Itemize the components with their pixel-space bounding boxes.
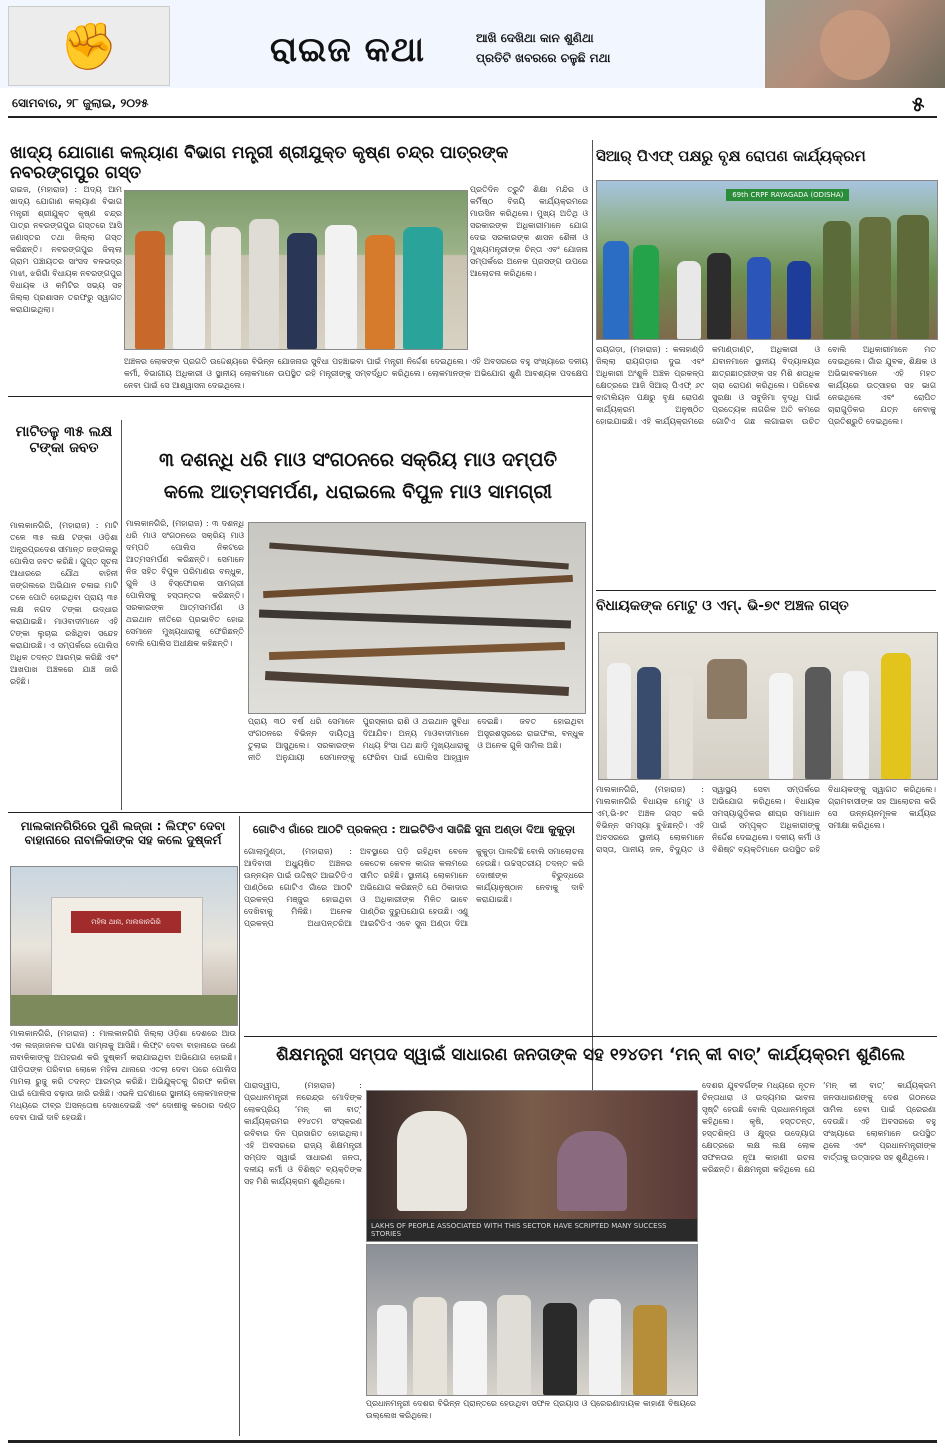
- disgrace-body: ମାଲକାନଗିରି, (ମହାରାଜ) : ମାଲକାନଗିରି ଜିଲ୍ଲା ଓଡ଼ିଶା ଦେଶରେ ଆଉ ଏକ ଲଜ୍ଜାଜନକ ଘଟଣା ସାମ୍ନାକୁ ଆସିଛି। ଲିଫ୍ଟ ଦେବା ବାହାନାରେ ଜଣେ ନାବାଳିକାଙ୍କୁ ଅପହରଣ କରି ଦୁଷ୍କର୍ମ କରାଯାଇଥିବା ଅଭିଯୋଗ ହୋଇଛି। ପୀଡ଼ିତାଙ୍କ ପରିବାର ଲୋକେ ମହିଳା ଥାନାରେ ଏତଲା ଦେବା ପରେ ପୋଲିସ ମାମଲା ରୁଜୁ କରି ତଦନ୍ତ ଆରମ୍ଭ କରିଛି। ଅଭିଯୁକ୍ତକୁ ଗିରଫ କରିବା ପାଇଁ ପୋଲିସ ଚଢ଼ାଉ ଜାରି ରଖିଛି। ଏଭଳି ଘଟଣାରେ ସ୍ଥାନୀୟ ଲୋକମାନଙ୍କ ମଧ୍ୟରେ ତୀବ୍ର ଅସନ୍ତୋଷ ଦେଖାଦେଇଛି ଏବଂ ଦୋଷୀକୁ କଠୋର ଦଣ୍ଡ ଦେବା ପାଇଁ ଦାବି ହେଉଛି।: [10, 1029, 236, 1122]
- mla-tour-headline: ବିଧାୟକଙ୍କ ମୋଟୁ ଓ ଏମ୍. ଭି-୭୯ ଅଞ୍ଚଳ ଗସ୍ତ: [596, 598, 849, 614]
- kukri-body: ଗୋଲାମୁଣ୍ଡା, (ମହାରାଜ) : ଆଦିବାସୀ ଅଧ୍ୟୁଷିତ ଅଞ୍ଚଳର ଉନ୍ନୟନ ପାଇଁ ଉଦ୍ଦିଷ୍ଟ ଆଇଟିଡିଏ ପାଣ୍ଠିରେ ଗୋଟିଏ ଗାଁରେ ଆଠଟି ପ୍ରକଳ୍ପ ମଞ୍ଜୁର ହୋଇଥିବା ଦେଖିବାକୁ ମିଳିଛି। ଅନେକ ପ୍ରକଳ୍ପ ଅଧାପନ୍ତରିଆ ଅବସ୍ଥାରେ ପଡ଼ି ରହିଥିବା ବେଳେ କେତେକ କେବଳ କାଗଜ କଲମରେ ସୀମିତ ରହିଛି। ସ୍ଥାନୀୟ ଲୋକମାନେ ଅଭିଯୋଗ କରିଛନ୍ତି ଯେ ଠିକାଦାର ଓ ଅଧିକାରୀଙ୍କ ମିଳିତ ଭାବେ ପାଣ୍ଠିର ଦୁରୁପଯୋଗ ହେଉଛି। ଏଣୁ ଆଇଟିଡିଏ ଏବେ ସୁନା ଅଣ୍ଡା ଦିଆ କୁକୁଡ଼ା ପାଲଟିଛି ବୋଲି ସମାଲୋଚନା ହେଉଛି। ଉଚ୍ଚସ୍ତରୀୟ ତଦନ୍ତ କରି ଦୋଷୀଙ୍କ ବିରୁଦ୍ଧରେ କାର୍ଯ୍ୟାନୁଷ୍ଠାନ ନେବାକୁ ଦାବି କରାଯାଇଛି।: [244, 847, 584, 928]
- child-face-image: [820, 10, 890, 80]
- mann-ki-baat-headline: ଶିକ୍ଷମନ୍ତ୍ରୀ ସମ୍ପଦ ସ୍ୱାଇଁ ସାଧାରଣ ଜନତାଙ୍କ ସହ ୧୨୪ତମ ‘ମନ୍ କୀ ବାତ୍’ କାର୍ଯ୍ୟକ୍ରମ ଶୁଣିଲେ: [276, 1045, 905, 1065]
- crpf-plantation-photo: [596, 180, 938, 340]
- seizure-body: ମାଲକାନଗିରି, (ମହାରାଜ) : ମାଟି ତଳେ ୩୫ ଲକ୍ଷ ଟଙ୍କା ଓଡ଼ିଶା ଅନ୍ଧ୍ରପ୍ରଦେଶ ସୀମାନ୍ତ ଜଙ୍ଗଲରୁ ପୋଲିସ ଜବତ କରିଛି। ଗୁପ୍ତ ସୂଚନା ଆଧାରରେ ଯୌଥ ବାହିନୀ ଜଙ୍ଗଲରେ ଅଭିଯାନ ଚଳାଇ ମାଟି ତଳେ ପୋତି ହୋଇଥିବା ପ୍ରାୟ ୩୫ ଲକ୍ଷ ନଗଦ ଟଙ୍କା ଉଦ୍ଧାର କରାଯାଇଛି। ମାଓବାଦୀମାନେ ଏହି ଟଙ୍କା ଲୁଚାଇ ରଖିଥିବା ସନ୍ଦେହ କରାଯାଉଛି। ଏ ସମ୍ପର୍କରେ ପୋଲିସ ଅଧିକ ତଦନ୍ତ ଆରମ୍ଭ କରିଛି ଏବଂ ଆଖପାଖ ଅଞ୍ଚଳରେ ଯାଞ୍ଚ ଜାରି ରହିଛି।: [10, 521, 118, 686]
- seizure-headline: ମାଟିତଳୁ ୩୫ ଲକ୍ଷ ଟଙ୍କା ଜବତ: [15, 424, 113, 457]
- tv-broadcast-photo: [366, 1090, 698, 1242]
- top-divider: [8, 116, 937, 118]
- kukri-headline: ଗୋଟିଏ ଗାଁରେ ଆଠଟି ପ୍ରକଳ୍ପ : ଆଇଟିଡିଏ ସାଜିଛି ସୁନା ଅଣ୍ଡା ଦିଆ କୁକୁଡ଼ା: [252, 823, 576, 836]
- seized-weapons-photo: [248, 522, 586, 714]
- maoist-headline-line-1: ୩ ଦଶନ୍ଧି ଧରି ମାଓ ସଂଗଠନରେ ସକ୍ରିୟ ମାଓ ଦମ୍ପତି: [158, 449, 558, 471]
- police-station-sign: ମହିଳା ଥାନା, ମାଲକାନଗିରି: [71, 911, 181, 933]
- column-divider: [592, 140, 593, 1145]
- seizure-column-divider: [121, 420, 122, 810]
- minister-visit-body-bottom: ଅଞ୍ଚଳର ଲୋକଙ୍କ ପ୍ରଗତି ଉଦ୍ଦେଶ୍ୟରେ ବିଭିନ୍ନ ଯୋଜନାର ସୁବିଧା ପହଞ୍ଚାଇବା ପାଇଁ ମନ୍ତ୍ରୀ ନିର୍ଦ୍ଦେଶ ଦେଇଥିଲେ। ଏହି ଅବସରରେ ବହୁ ସଂଖ୍ୟାରେ ଦଳୀୟ କର୍ମୀ, ବିଭାଗୀୟ ଅଧିକାରୀ ଓ ସ୍ଥାନୀୟ ଲୋକମାନେ ଉପସ୍ଥିତ ରହି ମନ୍ତ୍ରୀଙ୍କୁ ସମ୍ବର୍ଦ୍ଧିତ କରିଥିଲେ। ଲୋକମାନଙ୍କ ଅଭିଯୋଗ ଶୁଣି ଆବଶ୍ୟକ ପଦକ୍ଷେପ ନେବା ପାଇଁ ସେ ଆଶ୍ୱାସନା ଦେଇଥିଲେ।: [124, 357, 588, 390]
- mla-tour-body: ମାଲକାନଗିରି, (ମହାରାଜ) : ମାଲକାନଗିରି ବିଧାୟକ ମୋଟୁ ଓ ଏମ୍.ଭି-୭୯ ଅଞ୍ଚଳ ଗସ୍ତ କରି ବିଭିନ୍ନ ସମସ୍ୟା ବୁଝିଛନ୍ତି। ଏହି ଅବସରରେ ସ୍ଥାନୀୟ ଲୋକମାନେ ରାସ୍ତା, ପାନୀୟ ଜଳ, ବିଦ୍ୟୁତ ଓ ସ୍ୱାସ୍ଥ୍ୟ ସେବା ସମ୍ପର୍କରେ ଅଭିଯୋଗ କରିଥିଲେ। ବିଧାୟକ ସମସ୍ୟାଗୁଡ଼ିକର ଶୀଘ୍ର ସମାଧାନ ପାଇଁ ସମ୍ପୃକ୍ତ ଅଧିକାରୀଙ୍କୁ ନିର୍ଦ୍ଦେଶ ଦେଇଥିଲେ। ଦଳୀୟ କର୍ମୀ ଓ ବିଶିଷ୍ଟ ବ୍ୟକ୍ତିମାନେ ଉପସ୍ଥିତ ରହି ବିଧାୟକଙ୍କୁ ସ୍ୱାଗତ କରିଥିଲେ। ଗ୍ରାମବାସୀଙ୍କ ସହ ଆଲୋଚନା କରି ସେ ଉନ୍ନୟନମୂଳକ କାର୍ଯ୍ୟର ସମୀକ୍ଷା କରିଥିଲେ।: [596, 785, 936, 854]
- minister-visit-body-right: ପ୍ରତିଦିନ ତ୍ରୁଟି ଶିକ୍ଷା ମନ୍ଦିର ଓ କର୍ମିଷ୍ଠ ବିଜୟି କାର୍ଯ୍ୟକ୍ରମରେ ମାଉସିନ କରିଥିଲେ। ମୁଖ୍ୟ ଅତିଥି ଓ ସରକାରଙ୍କ ଅଧିକାରୀମାନେ ଯୋଗ ଦେଇ ସରକାରଙ୍କ ଶାସନ ଶୈଳୀ ଓ ମୁଖ୍ୟମନ୍ତ୍ରୀଙ୍କ ଚିନ୍ତା ଏବଂ ଯୋଜନା ସମ୍ପର୍କରେ ଅନେକ ପ୍ରସଙ୍ଗ ଉପରେ ଆଲୋଚନା କରିଥିଲେ।: [470, 185, 588, 278]
- crpf-plantation-headline: ସିଆର୍ ପିଏଫ୍ ପକ୍ଷରୁ ବୃକ୍ଷ ରୋପଣ କାର୍ଯ୍ୟକ୍ରମ: [596, 147, 866, 165]
- tagline: [476, 28, 610, 68]
- minister-visit-body-left: ରାଇଜ, (ମହାରାଜ) : ଅଦ୍ୟ ଆମ ଖାଦ୍ୟ ଯୋଗାଣ କଲ୍ୟାଣ ବିଭାଗ ମନ୍ତ୍ରୀ ଶ୍ରୀଯୁକ୍ତ କୃଷ୍ଣ ଚନ୍ଦ୍ର ପାତ୍ର ନବରଙ୍ଗପୁର ଗସ୍ତରେ ଆସି ଜଣାସ୍ତର ତଥା ଜିଲ୍ଲା ଗସ୍ତ କରିଛନ୍ତି। ନବରଙ୍ଗପୁର ଜିଲ୍ଲା ଗ୍ରାମ ପଞ୍ଚାୟତର ସାଂସଦ ବଳଭଦ୍ର ମାଝୀ, ଝରିଗାଁ ବିଧାୟକ ନବରଙ୍ଗପୁର ବିଧାୟକ ଓ କମିଟିର ସଭ୍ୟ ସହ ଜିଲ୍ଲା ପ୍ରଶାସନ ତରଫରୁ ସ୍ୱାଗତ କରାଯାଇଥିଲା।: [10, 185, 122, 314]
- minister-visit-photo: [124, 190, 468, 350]
- maoist-body-side: ମାଲକାନଗିରି, (ମହାରାଜ) : ୩ ଦଶନ୍ଧି ଧରି ମାଓ ସଂଗଠନରେ ସକ୍ରିୟ ମାଓ ଦମ୍ପତି ପୋଲିସ ନିକଟରେ ଆତ୍ମସମର୍ପଣ କରିଛନ୍ତି। ସେମାନେ ନିଜ ସହିତ ବିପୁଳ ପରିମାଣର ବନ୍ଧୁକ, ଗୁଳି ଓ ବିସ୍ଫୋରକ ସାମଗ୍ରୀ ପୋଲିସକୁ ହସ୍ତାନ୍ତର କରିଛନ୍ତି। ସରକାରଙ୍କ ଆତ୍ମସମର୍ପଣ ଓ ଥଇଥାନ ନୀତିରେ ପ୍ରଭାବିତ ହୋଇ ସେମାନେ ମୁଖ୍ୟଧାରାକୁ ଫେରିଛନ୍ତି ବୋଲି ପୋଲିସ ଅଧୀକ୍ଷକ କହିଛନ୍ତି।: [126, 519, 244, 648]
- tagline-line-1: ଆଖି ଦେଖିଥା କାନ ଶୁଣିଥା: [476, 31, 594, 45]
- maoist-headline-line-2: କଲେ ଆତ୍ମସମର୍ପଣ, ଧରାଇଲେ ବିପୁଳ ମାଓ ସାମଗ୍ରୀ: [163, 481, 553, 503]
- fist-logo-icon: ✊: [8, 6, 170, 86]
- section-divider-1: [8, 396, 592, 397]
- maoist-body-bottom: ପ୍ରାୟ ୩୦ ବର୍ଷ ଧରି ସେମାନେ ସଂଗଠନରେ ବିଭିନ୍ନ ଦାୟିତ୍ୱ ତୁଲାଇ ଆସୁଥିଲେ। ସରକାରଙ୍କ ନୀତି ଅନୁଯାୟୀ ସେମାନଙ୍କୁ ପୁରସ୍କାର ରାଶି ଓ ଥଇଥାନ ସୁବିଧା ଦିଆଯିବ। ଅନ୍ୟ ମାଓବାଦୀମାନେ ମଧ୍ୟ ହିଂସା ପଥ ଛାଡ଼ି ମୁଖ୍ୟଧାରାକୁ ଫେରିବା ପାଇଁ ପୋଲିସ ଆହ୍ୱାନ ଦେଇଛି। ଜବତ ହୋଇଥିବା ଅସ୍ତ୍ରଶସ୍ତ୍ରରେ ରାଇଫଲ, ବନ୍ଧୁକ ଓ ଅନେକ ଗୁଳି ସାମିଲ ଅଛି।: [248, 717, 584, 762]
- disgrace-headline: ମାଲକାନଗିରିରେ ପୁଣି ଲଜ୍ଜା : ଲିଫ୍ଟ ଦେବା ବାହାନାରେ ନାବାଳିକାଙ୍କ ସହ କଲେ ଦୁଷ୍କର୍ମ: [20, 819, 226, 847]
- mann-ki-baat-body-bottom: ପ୍ରଧାନମନ୍ତ୍ରୀ ଦେଶର ବିଭିନ୍ନ ପ୍ରାନ୍ତରେ ହେଉଥିବା ସଫଳ ପ୍ରୟାସ ଓ ପ୍ରେରଣାଦାୟକ କାହାଣୀ ବିଷୟରେ ଉଲ୍ଲେଖ କରିଥିଲେ।: [366, 1399, 696, 1420]
- section-divider-2: [596, 590, 936, 591]
- police-station-photo: [10, 866, 238, 1026]
- section-divider-4: [244, 1036, 937, 1037]
- section-divider-3: [8, 812, 592, 813]
- mann-ki-baat-body-right: ଦେଶର ଯୁବବର୍ଗଙ୍କ ମଧ୍ୟରେ ନୂତନ ଚିନ୍ତାଧାରା ଓ ଉଦ୍ୟମର ଭାବନା ସୃଷ୍ଟି ହେଉଛି ବୋଲି ପ୍ରଧାନମନ୍ତ୍ରୀ କହିଥିଲେ। କୃଷି, ହସ୍ତତନ୍ତ, ହସ୍ତଶିଳ୍ପ ଓ କ୍ଷୁଦ୍ର ଉଦ୍ୟୋଗ କ୍ଷେତ୍ରରେ ଲକ୍ଷ ଲକ୍ଷ ଲୋକ ସଫଳତାର ନୂଆ କାହାଣୀ ରଚନା କରିଛନ୍ତି। ଶିକ୍ଷମନ୍ତ୍ରୀ କହିଥିଲେ ଯେ ‘ମନ୍ କୀ ବାତ୍’ କାର୍ଯ୍ୟକ୍ରମ ଜନସାଧାରଣଙ୍କୁ ଦେଶ ଗଠନରେ ସାମିଲ ହେବା ପାଇଁ ପ୍ରେରଣା ଦେଉଛି। ଏହି ଅବସରରେ ବହୁ ସଂଖ୍ୟାରେ ଲୋକମାନେ ଉପସ୍ଥିତ ଥିଲେ ଏବଂ ପ୍ରଧାନମନ୍ତ୍ରୀଙ୍କ ବାର୍ତ୍ତାକୁ ଉତ୍ସାହର ସହ ଶୁଣିଥିଲେ।: [702, 1081, 936, 1174]
- tv-caption: LAKHS OF PEOPLE ASSOCIATED WITH THIS SECTOR HAVE SCRIPTED MANY SUCCESS STORIES: [367, 1219, 697, 1241]
- audience-photo: [366, 1244, 698, 1396]
- mla-tour-photo: [598, 632, 938, 780]
- crpf-banner: 69th CRPF RAYAGADA (ODISHA): [726, 189, 849, 201]
- minister-visit-headline: ଖାଦ୍ୟ ଯୋଗାଣ କଲ୍ୟାଣ ବିଭାଗ ମନ୍ତ୍ରୀ ଶ୍ରୀଯୁକ୍ତ କୃଷ୍ଣ ଚନ୍ଦ୍ର ପାତ୍ରଙ୍କ ନବରଙ୍ଗପୁର ଗସ୍ତ: [10, 143, 509, 183]
- newspaper-title: ରାଇଜ କଥା: [270, 30, 425, 70]
- disgrace-column-divider: [239, 816, 240, 1436]
- mann-ki-baat-body-left: ପାରାଦ୍ୱୀପ, (ମହାରାଜ) : ପ୍ରଧାନମନ୍ତ୍ରୀ ନରେନ୍ଦ୍ର ମୋଦିଙ୍କ ଲୋକପ୍ରିୟ ‘ମନ୍ କୀ ବାତ୍’ କାର୍ଯ୍ୟକ୍ରମର ୧୨୪ତମ ସଂସ୍କରଣ ରବିବାର ଦିନ ପ୍ରସାରିତ ହୋଇଥିଲା। ଏହି ଅବସରରେ ରାଜ୍ୟ ଶିକ୍ଷମନ୍ତ୍ରୀ ସମ୍ପଦ ସ୍ୱାଇଁ ସାଧାରଣ ଜନତା, ଦଳୀୟ କର୍ମୀ ଓ ବିଶିଷ୍ଟ ବ୍ୟକ୍ତିଙ୍କ ସହ ମିଶି କାର୍ଯ୍ୟକ୍ରମ ଶୁଣିଥିଲେ।: [244, 1081, 362, 1186]
- bottom-rule: [8, 1440, 937, 1443]
- dateline: ସୋମବାର, ୨୮ ଜୁଲାଇ, ୨୦୨୫: [12, 96, 149, 110]
- crpf-plantation-body: ରାୟଗଡ଼ା, (ମହାରାଜ) : କଳାହାଣ୍ଡି ଜିଲ୍ଲା ରାୟଗଡ଼ାର ଦୁଇ ଏବଂ ଅଧିକାରୀ ଅଂଶୁଳି ଅଞ୍ଚଳ ପ୍ରକଳ୍ପ କ୍ଷେତ୍ରରେ ଆଜି ସିଆର୍ ପିଏଫ୍ ୬୯ ବାଟାଲିୟନ ପକ୍ଷରୁ ବୃକ୍ଷ ରୋପଣ କାର୍ଯ୍ୟକ୍ରମ ଅନୁଷ୍ଠିତ ହୋଇଯାଇଛି। ଏହି କାର୍ଯ୍ୟକ୍ରମରେ କମାଣ୍ଡାଣ୍ଟ, ଅଧିକାରୀ ଓ ଯବାନମାନେ ସ୍ଥାନୀୟ ବିଦ୍ୟାଳୟର ଛାତ୍ରଛାତ୍ରୀଙ୍କ ସହ ମିଶି ଶତାଧିକ ଚାରା ରୋପଣ କରିଥିଲେ। ପରିବେଶ ସୁରକ୍ଷା ଓ ସବୁଜିମା ବୃଦ୍ଧି ପାଇଁ ପ୍ରତ୍ୟେକ ନାଗରିକ ଅତି କମରେ ଗୋଟିଏ ଗଛ ଲଗାଇବା ଉଚିତ ବୋଲି ଅଧିକାରୀମାନେ ମତ ଦେଇଥିଲେ। ଗାଁର ଯୁବକ, ଶିକ୍ଷକ ଓ ଅଭିଭାବକମାନେ ଏହି ମହତ କାର୍ଯ୍ୟରେ ଉତ୍ସାହର ସହ ଭାଗ ନେଇଥିଲେ ଏବଂ ରୋପିତ ଚାରାଗୁଡ଼ିକର ଯତ୍ନ ନେବାକୁ ପ୍ରତିଶ୍ରୁତି ଦେଇଥିଲେ।: [596, 345, 936, 426]
- page-number: ୫: [912, 92, 925, 116]
- tagline-line-2: ପ୍ରତିଟି ଖବରରେ ଚଳୁଛି ମଥା: [476, 51, 611, 65]
